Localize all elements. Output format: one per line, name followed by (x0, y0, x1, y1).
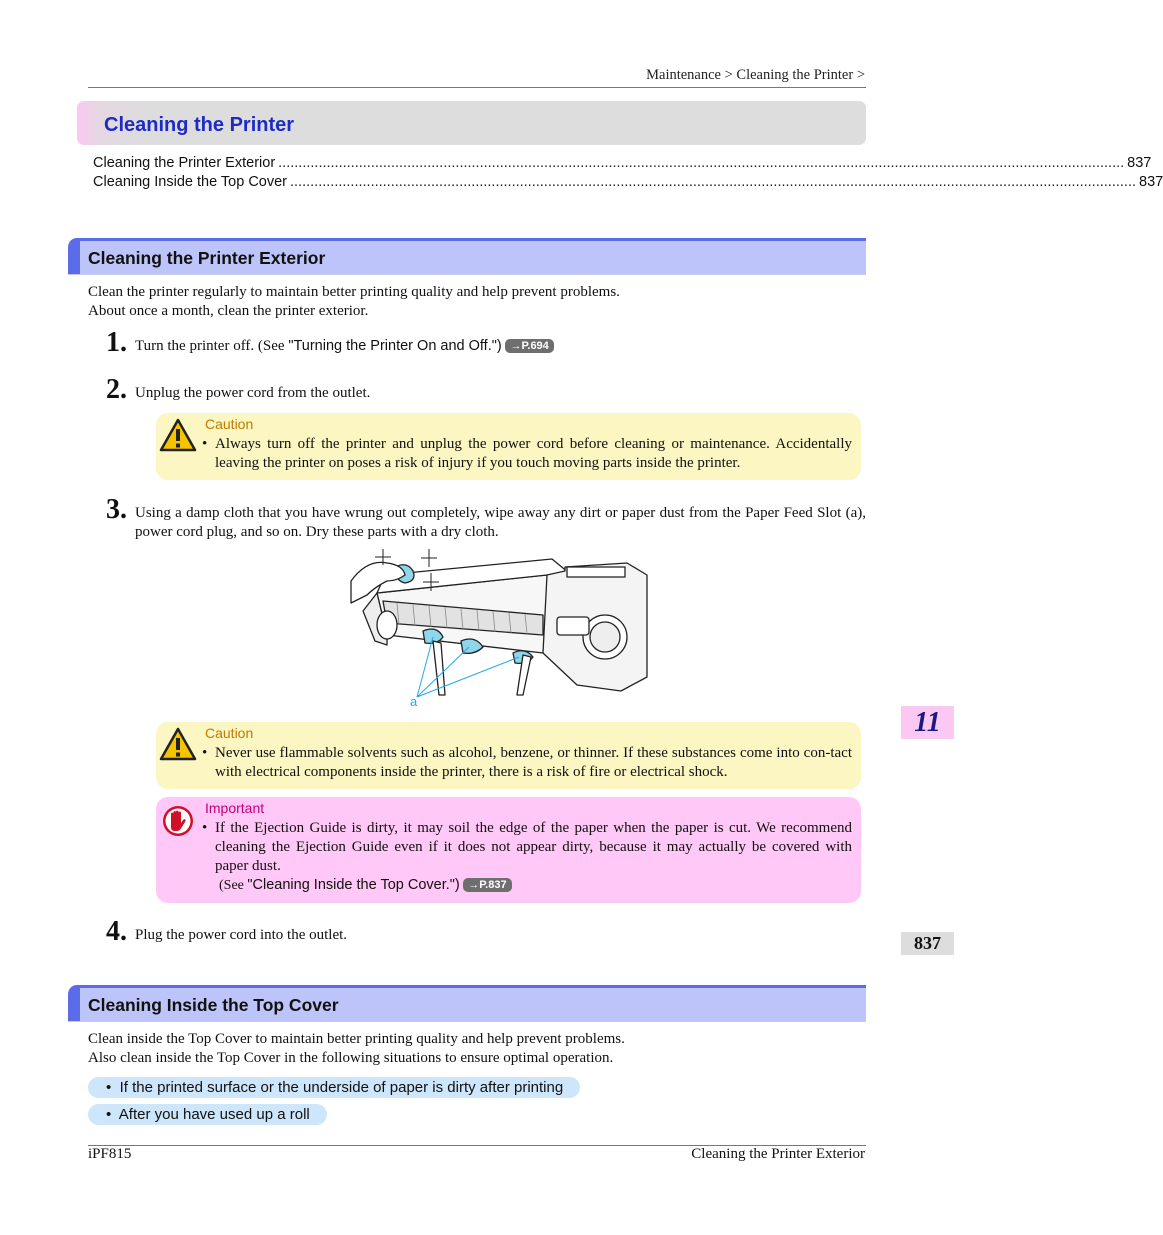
chapter-tab[interactable] (901, 706, 954, 739)
toc-page: 837 (1139, 174, 1163, 190)
step-number-3: 3. (106, 494, 127, 525)
figure-label-a: a (410, 694, 418, 709)
page-ref-badge[interactable]: →P.694 (505, 339, 553, 353)
important-box (156, 797, 861, 903)
see-prefix: (See (219, 878, 248, 893)
bullet: • (202, 745, 208, 761)
caution-title: Caution (205, 725, 254, 741)
toc-entry-exterior[interactable] (93, 155, 1152, 174)
breadcrumb[interactable]: Maintenance > Cleaning the Printer > (646, 67, 865, 83)
toc-label: Cleaning the Printer Exterior (93, 155, 276, 171)
situation-text: After you have used up a roll (118, 1106, 310, 1123)
caution-title: Caution (205, 416, 254, 432)
footer-model: iPF815 (88, 1146, 132, 1162)
caution-text: Always turn off the printer and unplug the power cord before cleaning or maintenance. Accidentally leaving the printer on poses a risk of injury if you touch moving parts inside the printer. (215, 436, 852, 471)
step-number-4: 4. (106, 916, 127, 947)
important-see-line (202, 876, 852, 895)
step-number-1: 1. (106, 327, 127, 358)
caution-warning-icon (160, 727, 196, 761)
chapter-number: 11 (914, 707, 941, 738)
bullet: • (106, 1106, 112, 1123)
toc-leader: .................................................................................................................................................................................................................. (278, 155, 1125, 171)
toc-entry-top-cover[interactable] (93, 174, 1163, 193)
caution-body (202, 744, 852, 782)
section1-intro-1: Clean the printer regularly to maintain better printing quality and help prevent problems. (88, 284, 620, 300)
caution-warning-icon (160, 418, 196, 452)
section-title: Cleaning the Printer Exterior (88, 248, 326, 268)
bullet: • (106, 1079, 112, 1096)
toc-label: Cleaning Inside the Top Cover (93, 174, 287, 190)
important-link[interactable]: "Cleaning Inside the Top Cover.") (247, 877, 460, 893)
section-header-top-cover (68, 985, 866, 1022)
important-text: If the Ejection Guide is dirty, it may soil the edge of the paper when the paper is cut. We recommend cleaning the Ejection Guide even if it does not appear dirty, because it may actually be covered with paper dust. (215, 820, 852, 874)
bullet: • (202, 820, 208, 836)
step-1-body: Turn the printer off. (See (135, 338, 289, 354)
page-title: Cleaning the Printer (104, 114, 295, 136)
page-ref-badge[interactable]: →P.837 (463, 878, 511, 892)
step-1-text (135, 337, 554, 356)
caution-box-2 (156, 722, 861, 789)
situation-bullet-1 (88, 1077, 580, 1098)
page-number-tab (901, 932, 954, 955)
caution-text: Never use flammable solvents such as alcohol, benzene, or thinner. If these substances come into con-tact with electrical components inside the printer, there is a risk of fire or electrical shock. (215, 745, 852, 780)
bullet: • (202, 436, 208, 452)
important-body (202, 819, 852, 895)
caution-box-1 (156, 413, 861, 480)
step-1-link[interactable]: "Turning the Printer On and Off.") (288, 338, 502, 354)
important-title: Important (205, 800, 265, 816)
toc-page: 837 (1127, 155, 1152, 171)
page-title-bar (77, 101, 866, 145)
toc-leader: .................................................................................................................................................................................................................. (290, 174, 1136, 190)
section2-intro-2: Also clean inside the Top Cover in the following situations to ensure optimal operation. (88, 1050, 614, 1066)
step-number-2: 2. (106, 374, 127, 405)
step-4-text: Plug the power cord into the outlet. (135, 927, 348, 943)
section2-intro-1: Clean inside the Top Cover to maintain better printing quality and help prevent problems. (88, 1031, 625, 1047)
section1-intro-2: About once a month, clean the printer exterior. (88, 303, 369, 319)
caution-body (202, 435, 852, 473)
step-2-text: Unplug the power cord from the outlet. (135, 385, 371, 401)
section-title: Cleaning Inside the Top Cover (88, 995, 339, 1015)
step-3-text: Using a damp cloth that you have wrung out completely, wipe away any dirt or paper dust from the Paper Feed Slot (a), power cord plug, and so on. Dry these parts with a dry cloth. (135, 505, 866, 540)
stop-hand-icon (162, 805, 194, 837)
footer-section: Cleaning the Printer Exterior (691, 1146, 865, 1162)
section-header-exterior (68, 238, 866, 275)
header-rule (88, 87, 866, 88)
situation-bullet-2 (88, 1104, 327, 1125)
situation-text: If the printed surface or the underside of paper is dirty after printing (119, 1079, 564, 1096)
printer-cleaning-illustration (347, 545, 653, 713)
page-number: 837 (914, 933, 941, 953)
